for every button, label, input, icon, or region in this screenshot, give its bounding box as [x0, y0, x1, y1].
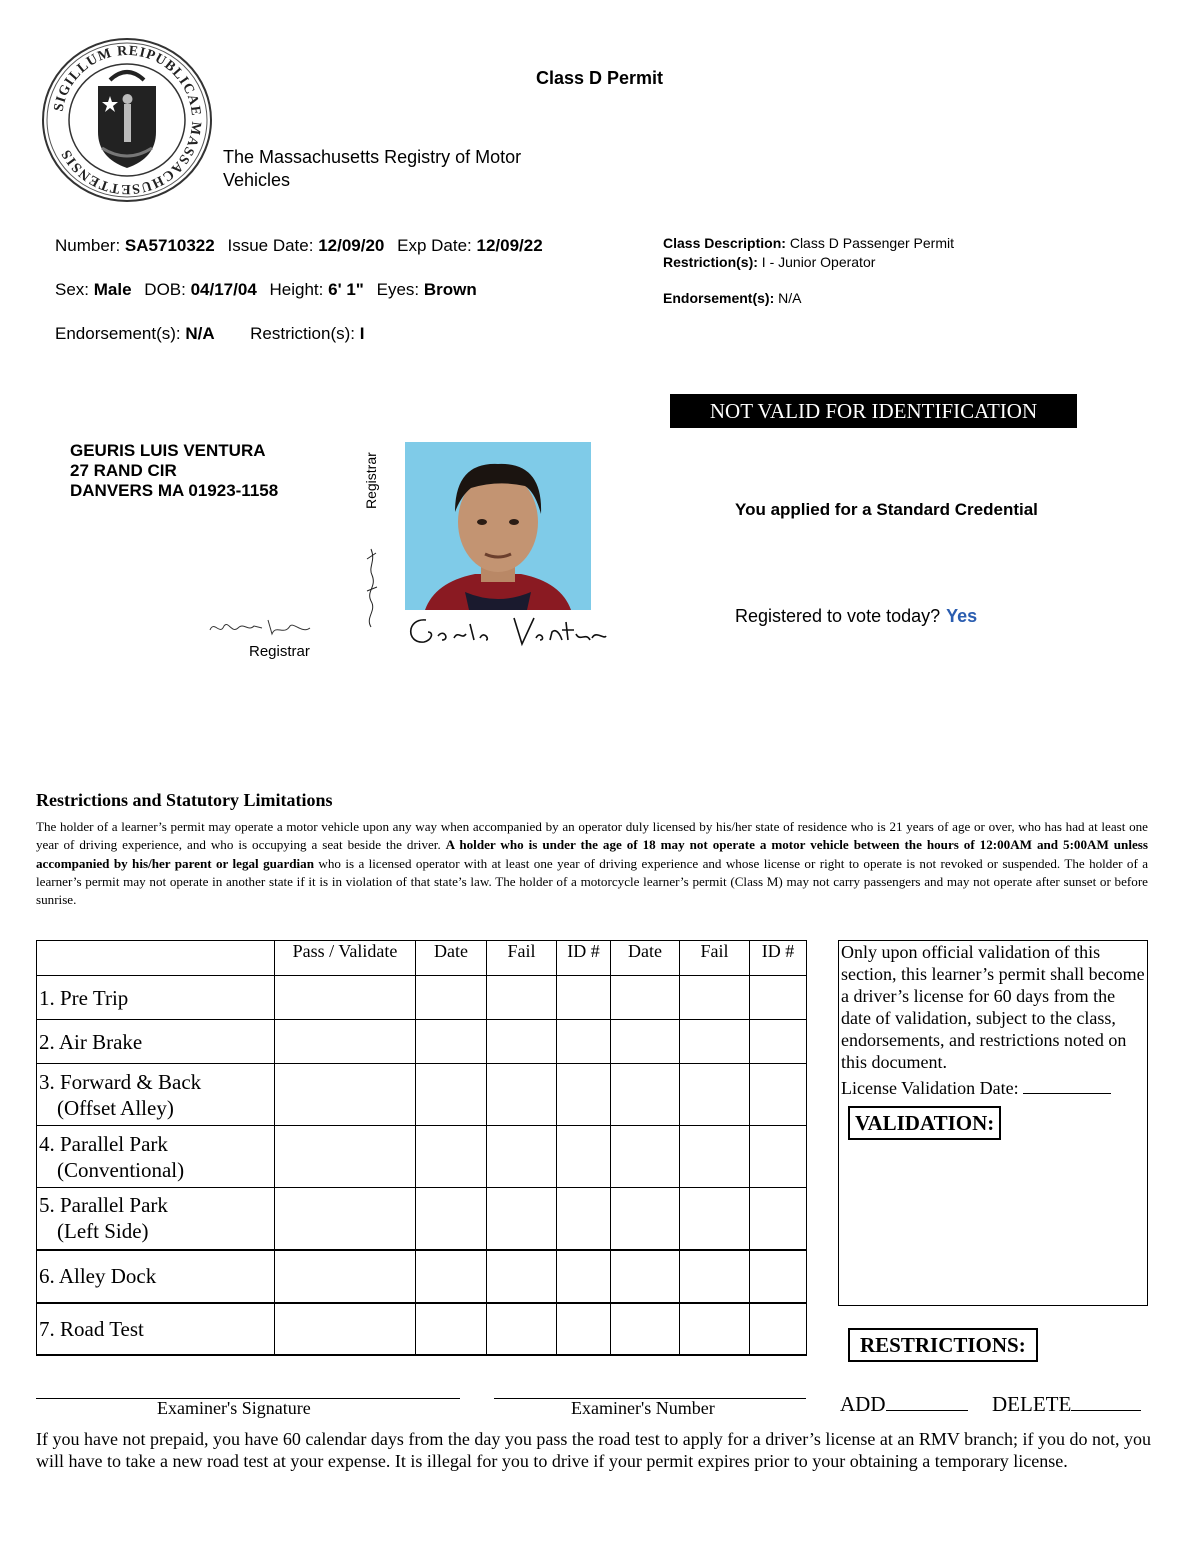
table-row: [37, 1020, 807, 1064]
credential-notice: You applied for a Standard Credential: [735, 500, 1038, 519]
validation-text: Only upon official validation of this section, this learner’s permit shall become a driver’s license for 60 days from the date of validation, subject to the class, endorsements, and restrictions noted on this document.: [841, 942, 1145, 1072]
table-row: [37, 1064, 807, 1126]
holder-city: DANVERS MA 01923-1158: [70, 481, 279, 500]
restrictions-label: Restriction(s):: [250, 324, 356, 343]
column-header: Pass / Validate: [275, 941, 416, 976]
exp-date-label: Exp Date:: [397, 236, 472, 255]
test-name-line: 7. Road Test: [39, 1316, 144, 1341]
holder-photo: [405, 442, 591, 610]
vote-label: Registered to vote today?: [735, 606, 941, 626]
dob-value: 04/17/04: [190, 280, 257, 299]
validation-date-label: License Validation Date:: [841, 1078, 1019, 1098]
registrar-signature: [206, 614, 316, 640]
test-name-line: 5. Parallel Park: [39, 1193, 168, 1218]
column-header: Fail: [680, 941, 750, 976]
test-name: [37, 1250, 275, 1303]
column-header: ID #: [750, 941, 807, 976]
sex-label: Sex:: [55, 280, 90, 299]
issue-date: 12/09/20: [318, 236, 385, 255]
exp-date: 12/09/22: [476, 236, 543, 255]
test-name-subline: (Conventional): [57, 1157, 185, 1182]
license-row-endorse: [55, 324, 364, 344]
endorsements-label: Endorsement(s):: [55, 324, 181, 343]
test-name-line: 6. Alley Dock: [39, 1264, 157, 1288]
class-endorsement: [663, 290, 801, 306]
class-restriction-label: Restriction(s):: [663, 254, 758, 270]
add-field: [886, 1390, 968, 1411]
test-name-line: 1. Pre Trip: [39, 985, 129, 1010]
table-header-row: [37, 941, 807, 976]
column-header: Date: [416, 941, 487, 976]
rsl-text-2: who is a licensed operator with at least one year of driving experience and whose license or right to operate is not revoked or suspended. The holder of a learner’s permit may not operate in another state if it is in violation of that state’s law. The holder of a motorcycle learner’s permit (Class M) may not carry passengers and may not operate after sunset or before sunrise.: [36, 855, 1149, 908]
class-restriction: [663, 254, 875, 270]
column-header: Date: [611, 941, 680, 976]
column-header: [37, 941, 275, 976]
class-description-label: Class Description:: [663, 235, 786, 251]
test-name: [37, 1126, 275, 1188]
vote-value: Yes: [946, 606, 978, 626]
dob-label: DOB:: [144, 280, 186, 299]
table-row: [37, 1188, 807, 1250]
massachusetts-seal-icon: [40, 36, 214, 204]
license-row-physical: [55, 280, 477, 300]
holder-address: [70, 441, 278, 501]
sex-value: Male: [93, 280, 132, 299]
rsl-text-bold: A holder who is under the age of 18 may not operate a motor vehicle between the hours of 12:00AM and 5:00AM unless accompanied by his/her parent or legal guardian: [36, 837, 1148, 871]
holder-signature: [404, 610, 609, 654]
not-valid-banner: NOT VALID FOR IDENTIFICATION: [670, 394, 1077, 428]
endorsements-value: N/A: [185, 324, 215, 343]
test-name-subline: (Offset Alley): [57, 1095, 174, 1120]
registrar-vertical-label: Registrar: [363, 452, 379, 509]
test-name: [37, 1188, 275, 1250]
test-name: [37, 976, 275, 1020]
registry-name: The Massachusetts Registry of Motor Vehicles: [223, 147, 522, 190]
validation-date: [841, 1073, 1145, 1099]
svg-text:SIGILLUM REIPUBLICAE MASSACHUS: SIGILLUM REIPUBLICAE MASSACHUSETTENSIS: [51, 43, 204, 197]
rsl-heading: Restrictions and Statutory Limitations: [36, 790, 333, 810]
column-header: Fail: [487, 941, 557, 976]
delete-field: [1071, 1390, 1141, 1411]
test-name: [37, 1020, 275, 1064]
holder-name: GEURIS LUIS VENTURA: [70, 441, 266, 460]
rsl-text-1: The holder of a learner’s permit may operate a motor vehicle upon any way when accompanied by an operator duly licensed by his/her state of residence who is 21 years of age or over, who has had at least one year of driving experience, and who is occupying a seat beside the driver.: [36, 819, 1148, 853]
license-row-number: [55, 236, 543, 256]
height-label: Height:: [269, 280, 324, 299]
table-row: [37, 1126, 807, 1188]
license-number: SA5710322: [124, 236, 215, 255]
restrictions-label-box: RESTRICTIONS:: [848, 1328, 1038, 1362]
column-header: ID #: [557, 941, 611, 976]
registrar-vertical-signature: [363, 441, 385, 631]
table-row: [37, 976, 807, 1020]
add-delete-fields: [840, 1390, 1141, 1417]
add-label: ADD: [840, 1392, 886, 1416]
class-description: [663, 235, 954, 251]
issue-date-label: Issue Date:: [227, 236, 314, 255]
eyes-value: Brown: [423, 280, 477, 299]
validation-date-field: [1023, 1073, 1111, 1094]
number-label: Number:: [55, 236, 121, 255]
validation-label: VALIDATION:: [848, 1106, 1001, 1140]
height-value: 6' 1": [328, 280, 364, 299]
footer-notice: If you have not prepaid, you have 60 calendar days from the day you pass the road test to apply for a driver’s license at an RMV branch; if you do not, you will have to take a new road test at your expense. It is illegal for you to drive if your permit expires prior to your obtaining a temporary license.: [36, 1429, 1152, 1471]
road-test-table: [36, 940, 807, 1356]
delete-label: DELETE: [992, 1392, 1072, 1416]
table-row: [37, 1250, 807, 1303]
class-endorsement-label: Endorsement(s):: [663, 290, 775, 306]
test-name-subline: (Left Side): [57, 1219, 149, 1244]
class-description-value: Class D Passenger Permit: [789, 235, 954, 251]
rsl-body: [36, 818, 1148, 909]
table-row: [37, 1303, 807, 1355]
restrictions-value: I: [359, 324, 365, 343]
document-title: Class D Permit: [536, 68, 664, 88]
voter-registration: [735, 606, 977, 627]
registrar-label: Registrar: [249, 643, 310, 660]
examiner-signature-label: Examiner's Signature: [157, 1398, 311, 1418]
test-name-line: 4. Parallel Park: [39, 1131, 168, 1156]
holder-street: 27 RAND CIR: [70, 461, 177, 480]
test-name: [37, 1064, 275, 1126]
examiner-number-label: Examiner's Number: [571, 1398, 715, 1418]
class-endorsement-value: N/A: [778, 290, 802, 306]
test-name-line: 3. Forward & Back: [39, 1069, 202, 1094]
class-restriction-value: I - Junior Operator: [761, 254, 876, 270]
test-name: [37, 1303, 275, 1355]
test-name-line: 2. Air Brake: [39, 1029, 143, 1054]
eyes-label: Eyes:: [376, 280, 420, 299]
